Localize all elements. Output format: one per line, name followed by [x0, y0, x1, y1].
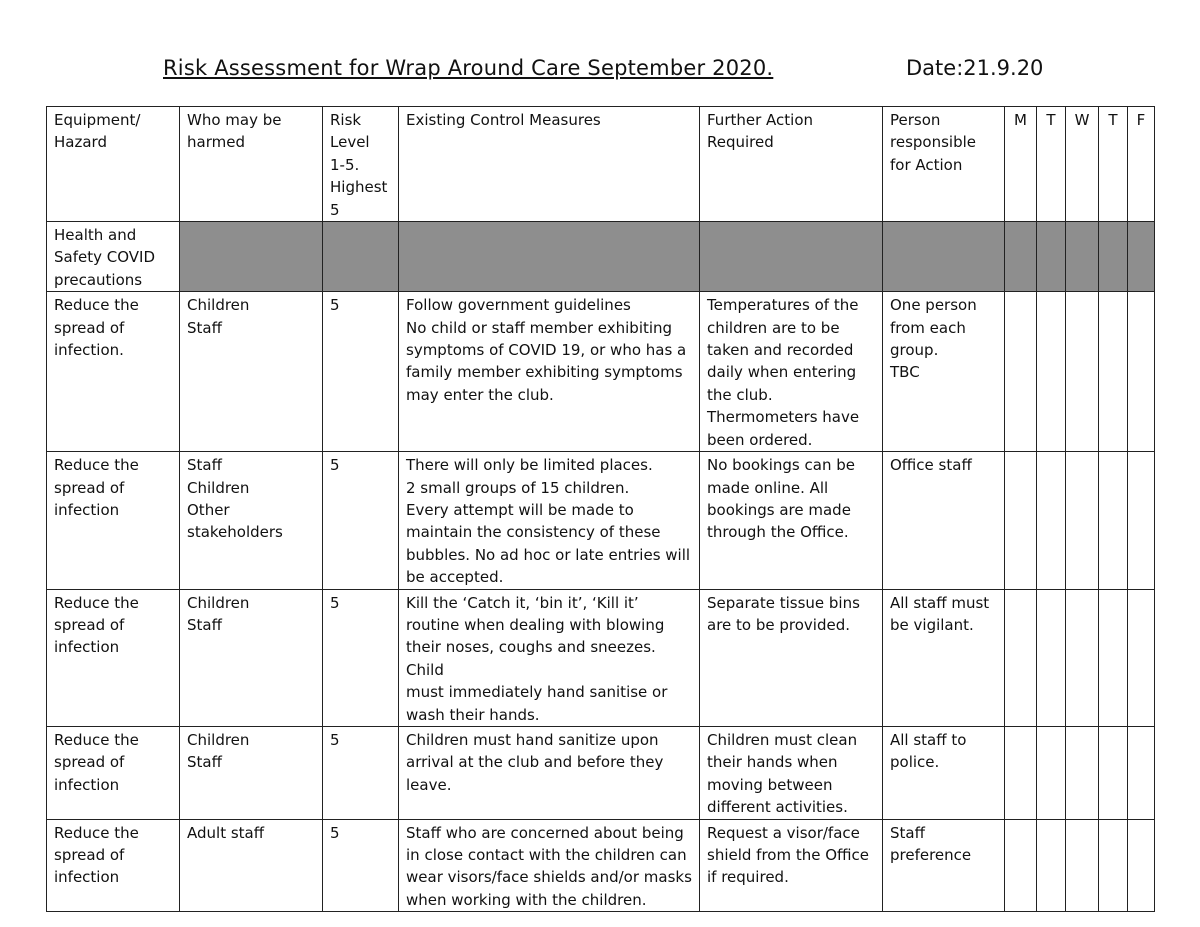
measures-cell: Staff who are concerned about being in close contact with the children can wear visors/face shields and/or masks when working with the children.: [399, 819, 700, 912]
day-cell: [1099, 819, 1128, 912]
risk-cell: 5: [323, 589, 399, 726]
table-row: [47, 589, 1155, 726]
header-risk-level: Risk Level 1-5. Highest 5: [323, 107, 399, 222]
measures-cell: Children must hand sanitize upon arrival at the club and before they leave.: [399, 726, 700, 819]
action-cell: Temperatures of the children are to be taken and recorded daily when entering the club. Thermometers have been ordered.: [700, 292, 883, 452]
section-row: [47, 222, 1155, 292]
section-shaded-cell: [399, 222, 700, 292]
day-cell: [1037, 292, 1066, 452]
table-row: [47, 452, 1155, 589]
document-date: Date:21.9.20: [906, 56, 1044, 80]
section-label: Health and Safety COVID precautions: [47, 222, 180, 292]
hazard-cell: Reduce the spread of infection: [47, 589, 180, 726]
hazard-cell: Reduce the spread of infection.: [47, 292, 180, 452]
section-shaded-cell: [1099, 222, 1128, 292]
header-day-tue: T: [1037, 107, 1066, 222]
measures-cell: There will only be limited places. 2 small groups of 15 children. Every attempt will be made to maintain the consistency of these bubbles. No ad hoc or late entries will be accepted.: [399, 452, 700, 589]
hazard-cell: Reduce the spread of infection: [47, 819, 180, 912]
day-cell: [1099, 292, 1128, 452]
section-shaded-cell: [883, 222, 1005, 292]
who-cell: Staff Children Other stakeholders: [180, 452, 323, 589]
table-row: [47, 819, 1155, 912]
table-row: [47, 292, 1155, 452]
day-cell: [1099, 589, 1128, 726]
day-cell: [1128, 819, 1155, 912]
action-cell: Request a visor/face shield from the Office if required.: [700, 819, 883, 912]
risk-cell: 5: [323, 726, 399, 819]
day-cell: [1128, 726, 1155, 819]
who-cell: Children Staff: [180, 292, 323, 452]
person-cell: One person from each group. TBC: [883, 292, 1005, 452]
table-row: [47, 726, 1155, 819]
measures-cell: Follow government guidelines No child or staff member exhibiting symptoms of COVID 19, or who has a family member exhibiting symptoms may enter the club.: [399, 292, 700, 452]
day-cell: [1066, 589, 1099, 726]
hazard-cell: Reduce the spread of infection: [47, 452, 180, 589]
person-cell: All staff to police.: [883, 726, 1005, 819]
section-shaded-cell: [1066, 222, 1099, 292]
header-hazard: Equipment/ Hazard: [47, 107, 180, 222]
document-title: Risk Assessment for Wrap Around Care September 2020.: [163, 56, 774, 80]
day-cell: [1128, 292, 1155, 452]
header-day-thu: T: [1099, 107, 1128, 222]
day-cell: [1005, 292, 1037, 452]
header-person-responsible: Person responsible for Action: [883, 107, 1005, 222]
day-cell: [1066, 292, 1099, 452]
action-cell: Children must clean their hands when moving between different activities.: [700, 726, 883, 819]
day-cell: [1037, 589, 1066, 726]
header-further-action: Further Action Required: [700, 107, 883, 222]
person-cell: Staff preference: [883, 819, 1005, 912]
risk-cell: 5: [323, 819, 399, 912]
action-cell: Separate tissue bins are to be provided.: [700, 589, 883, 726]
day-cell: [1066, 819, 1099, 912]
day-cell: [1099, 726, 1128, 819]
header-day-wed: W: [1066, 107, 1099, 222]
risk-cell: 5: [323, 452, 399, 589]
person-cell: All staff must be vigilant.: [883, 589, 1005, 726]
day-cell: [1037, 452, 1066, 589]
who-cell: Children Staff: [180, 726, 323, 819]
hazard-cell: Reduce the spread of infection: [47, 726, 180, 819]
day-cell: [1037, 819, 1066, 912]
day-cell: [1005, 452, 1037, 589]
header-existing-measures: Existing Control Measures: [399, 107, 700, 222]
section-shaded-cell: [700, 222, 883, 292]
who-cell: Adult staff: [180, 819, 323, 912]
day-cell: [1128, 589, 1155, 726]
section-shaded-cell: [1128, 222, 1155, 292]
day-cell: [1128, 452, 1155, 589]
header-row: [47, 107, 1155, 222]
who-cell: Children Staff: [180, 589, 323, 726]
measures-cell: Kill the ‘Catch it, ‘bin it’, ‘Kill it’ routine when dealing with blowing their noses, coughs and sneezes. Child must immediately hand sanitise or wash their hands.: [399, 589, 700, 726]
header-day-fri: F: [1128, 107, 1155, 222]
day-cell: [1005, 589, 1037, 726]
section-shaded-cell: [1037, 222, 1066, 292]
header-day-mon: M: [1005, 107, 1037, 222]
section-shaded-cell: [1005, 222, 1037, 292]
section-shaded-cell: [323, 222, 399, 292]
day-cell: [1066, 726, 1099, 819]
risk-assessment-table: [46, 106, 1155, 912]
section-shaded-cell: [180, 222, 323, 292]
day-cell: [1037, 726, 1066, 819]
day-cell: [1005, 726, 1037, 819]
person-cell: Office staff: [883, 452, 1005, 589]
day-cell: [1066, 452, 1099, 589]
day-cell: [1099, 452, 1128, 589]
day-cell: [1005, 819, 1037, 912]
risk-cell: 5: [323, 292, 399, 452]
header-who: Who may be harmed: [180, 107, 323, 222]
action-cell: No bookings can be made online. All bookings are made through the Office.: [700, 452, 883, 589]
